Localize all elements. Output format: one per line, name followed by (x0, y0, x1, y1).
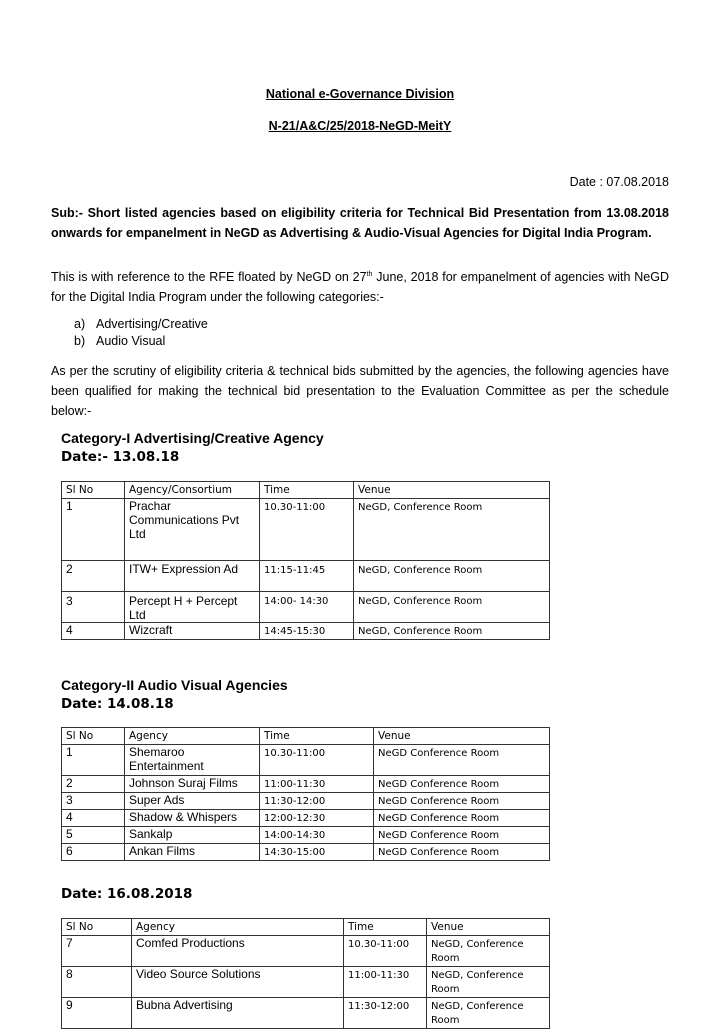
cell: NeGD Conference Room (374, 810, 550, 827)
section3-table (61, 918, 550, 1029)
section2-title: Category-II Audio Visual Agencies (61, 677, 288, 693)
section2-date: Date: 14.08.18 (61, 695, 174, 712)
subject-paragraph: Sub:- Short listed agencies based on eligibility criteria for Technical Bid Presentation from 13.08.2018 onwards for empanelment in NeGD as Advertising & Audio-Visual Agencies for Digital India Program. (51, 206, 669, 240)
cell: Sankalp (125, 827, 260, 844)
table-row (62, 998, 550, 1029)
table-header-row (62, 482, 550, 499)
column-header: Sl No (62, 482, 125, 499)
list-item: b) Audio Visual (74, 334, 166, 348)
column-header: Time (344, 919, 427, 936)
column-header: Venue (427, 919, 550, 936)
cell: Comfed Productions (132, 936, 344, 967)
cell: Shemaroo Entertainment (125, 745, 260, 776)
table-row (62, 745, 550, 776)
cell: NeGD, Conference Room (354, 499, 550, 561)
cell: NeGD, Conference Room (354, 592, 550, 623)
table-row (62, 967, 550, 998)
cell: 11:00-11:30 (260, 776, 374, 793)
column-header: Time (260, 728, 374, 745)
table-row (62, 623, 550, 640)
cell: 14:45-15:30 (260, 623, 354, 640)
section3-date: Date: 16.08.2018 (61, 886, 193, 902)
scrutiny-paragraph: As per the scrutiny of eligibility criteria & technical bids submitted by the agencies, the following agencies have been qualified for making the technical bid presentation to the Evaluation Committee as per the schedule below:- (51, 364, 669, 418)
division-title: National e-Governance Division (265, 87, 455, 101)
table-row (62, 936, 550, 967)
cell: NeGD Conference Room (374, 776, 550, 793)
cell: Super Ads (125, 793, 260, 810)
intro-paragraph: This is with reference to the RFE floated by NeGD on 27th June, 2018 for empanelment of agencies with NeGD for the Digital India Program under the following categories:- (51, 270, 669, 304)
cell: Shadow & Whispers (125, 810, 260, 827)
section2-heading (61, 676, 288, 713)
column-header: Agency (125, 728, 260, 745)
table-row (62, 827, 550, 844)
cell: 11:30-12:00 (260, 793, 374, 810)
section1-date: Date:- 13.08.18 (61, 448, 180, 465)
letter-date: Date : 07.08.2018 (569, 175, 669, 189)
cell: 3 (62, 592, 125, 623)
section2-table (61, 727, 550, 861)
cell: 6 (62, 844, 125, 861)
file-number: N-21/A&C/25/2018-NeGD-MeitY (268, 119, 452, 133)
cell: 11:30-12:00 (344, 998, 427, 1029)
cell: NeGD, Conference Room (427, 936, 550, 967)
cell: NeGD Conference Room (374, 844, 550, 861)
cell: 1 (62, 499, 125, 561)
cell: NeGD, Conference Room (427, 998, 550, 1029)
table-row (62, 592, 550, 623)
cell: 10.30-11:00 (260, 745, 374, 776)
cell: 14:30-15:00 (260, 844, 374, 861)
categories-list (74, 316, 208, 350)
table-row (62, 844, 550, 861)
cell: 4 (62, 810, 125, 827)
cell: Ankan Films (125, 844, 260, 861)
cell: 14:00-14:30 (260, 827, 374, 844)
column-header: Time (260, 482, 354, 499)
cell: NeGD, Conference Room (427, 967, 550, 998)
cell: 3 (62, 793, 125, 810)
cell: 11:15-11:45 (260, 561, 354, 592)
cell: Johnson Suraj Films (125, 776, 260, 793)
table-header-row (62, 728, 550, 745)
table-row (62, 776, 550, 793)
cell: NeGD Conference Room (374, 793, 550, 810)
cell: NeGD Conference Room (374, 745, 550, 776)
cell: NeGD, Conference Room (354, 561, 550, 592)
cell: 4 (62, 623, 125, 640)
table-row (62, 561, 550, 592)
column-header: Venue (374, 728, 550, 745)
cell: Prachar Communications Pvt Ltd (125, 499, 260, 561)
table-row (62, 499, 550, 561)
cell: 9 (62, 998, 132, 1029)
table-header-row (62, 919, 550, 936)
table-row (62, 810, 550, 827)
column-header: Agency/Consortium (125, 482, 260, 499)
cell: 1 (62, 745, 125, 776)
cell: 5 (62, 827, 125, 844)
cell: Bubna Advertising (132, 998, 344, 1029)
cell: 2 (62, 776, 125, 793)
section1-heading (61, 429, 324, 466)
cell: 11:00-11:30 (344, 967, 427, 998)
cell: ITW+ Expression Ad (125, 561, 260, 592)
list-item: a) Advertising/Creative (74, 317, 208, 331)
section1-table (61, 481, 550, 640)
section1-title: Category-I Advertising/Creative Agency (61, 430, 324, 446)
column-header: Sl No (62, 919, 132, 936)
column-header: Sl No (62, 728, 125, 745)
cell: NeGD Conference Room (374, 827, 550, 844)
cell: 10.30-11:00 (260, 499, 354, 561)
cell: Video Source Solutions (132, 967, 344, 998)
column-header: Venue (354, 482, 550, 499)
cell: 2 (62, 561, 125, 592)
cell: Percept H + Percept Ltd (125, 592, 260, 623)
cell: 14:00- 14:30 (260, 592, 354, 623)
cell: Wizcraft (125, 623, 260, 640)
cell: NeGD, Conference Room (354, 623, 550, 640)
cell: 8 (62, 967, 132, 998)
table-row (62, 793, 550, 810)
cell: 12:00-12:30 (260, 810, 374, 827)
cell: 7 (62, 936, 132, 967)
column-header: Agency (132, 919, 344, 936)
cell: 10.30-11:00 (344, 936, 427, 967)
